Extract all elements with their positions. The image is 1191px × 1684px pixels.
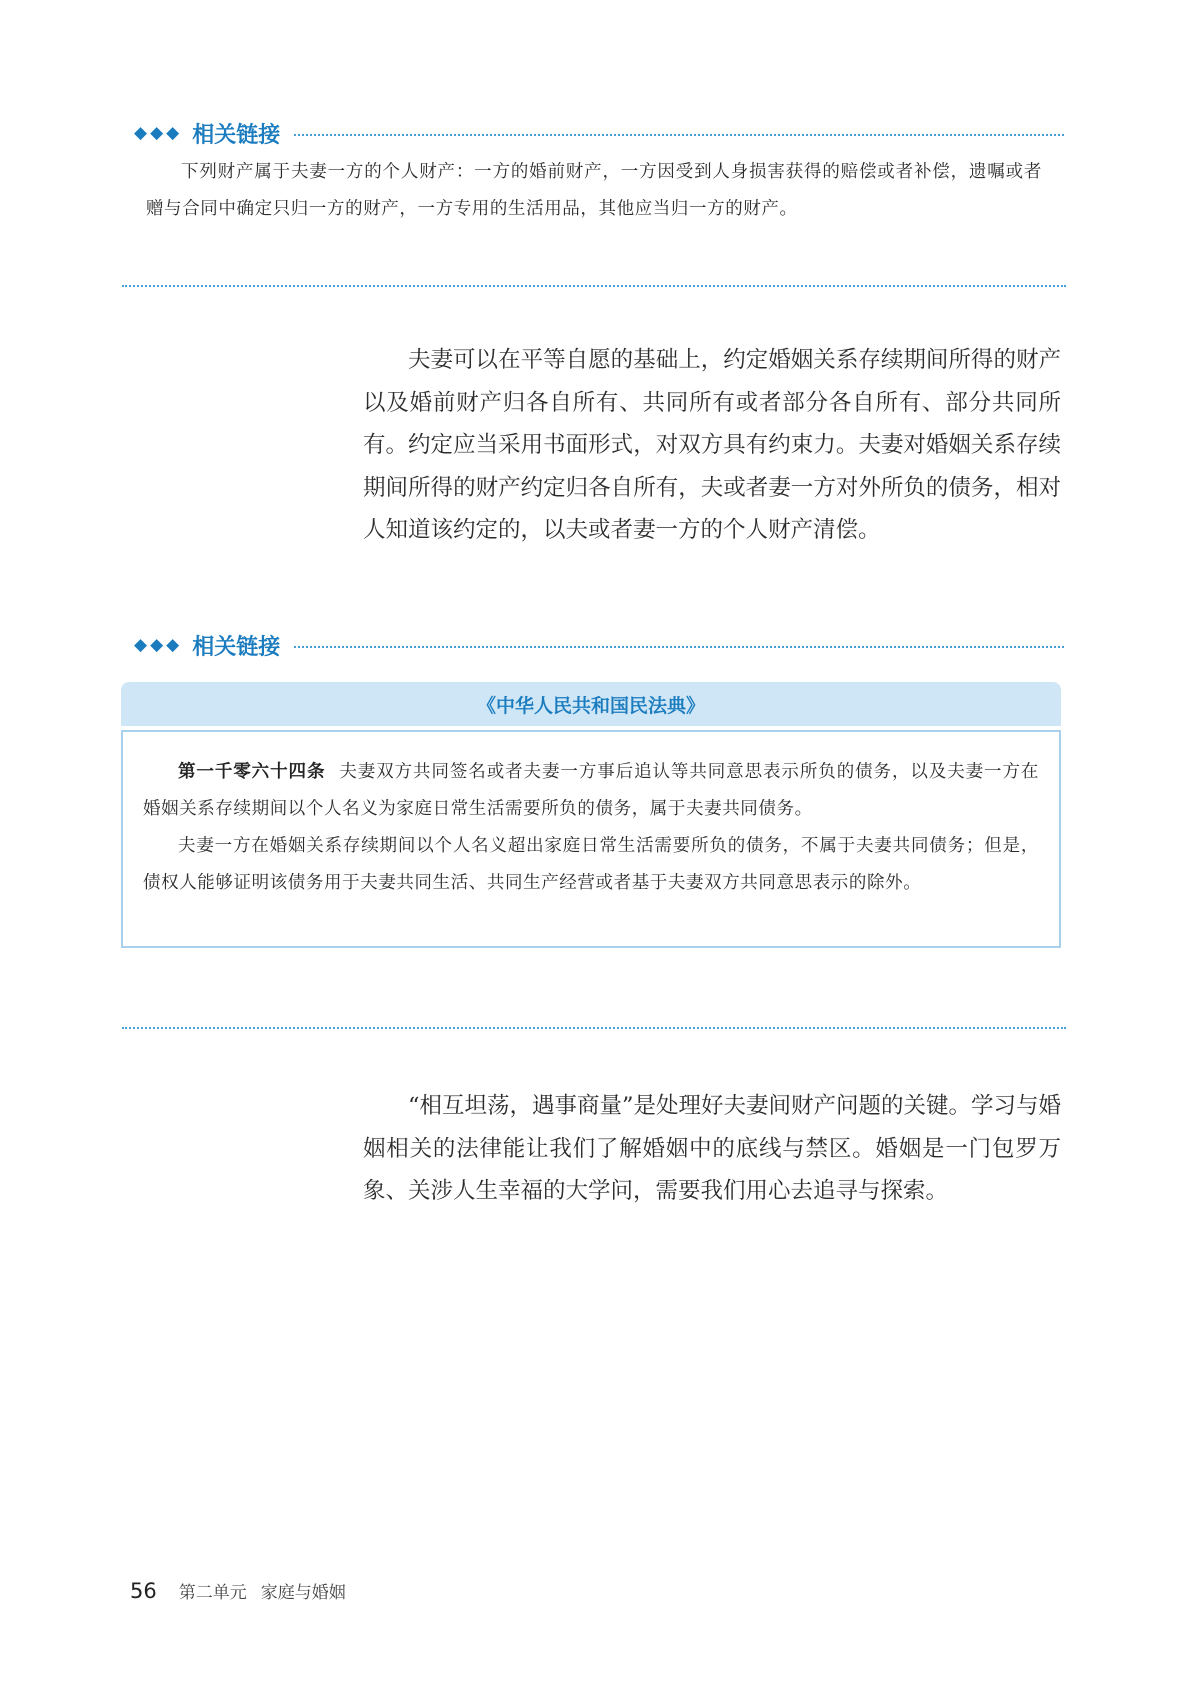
unit-label: 第二单元 [178, 1583, 247, 1603]
body-paragraph-2: “相互坦荡，遇事商量”是处理好夫妻间财产问题的关键。学习与婚姻相关的法律能让我们了解婚姻中的底线与禁区。婚姻是一门包罗万象、关涉人生幸福的大学问，需要我们用心去追寻与探索。 [363, 1093, 1062, 1204]
related-link-heading-2 [134, 630, 1064, 660]
section-title: 相关链接 [192, 634, 281, 660]
body-paragraph-1: 夫妻可以在平等自愿的基础上，约定婚姻关系存续期间所得的财产以及婚前财产归各自所有、共同所有或者部分各自所有、部分共同所有。约定应当采用书面形式，对双方具有约束力。夫妻对婚姻关系存续期间所得的财产约定归各自所有，夫或者妻一方对外所负的债务，相对人知道该约定的，以夫或者妻一方的个人财产清偿。 [363, 347, 1061, 543]
article-number: 第一千零六十四条 [178, 762, 326, 782]
page-number: 56 [130, 1579, 157, 1603]
article-text-1: 夫妻双方共同签名或者夫妻一方事后追认等共同意思表示所负的债务，以及夫妻一方在婚姻关系存续期间以个人名义为家庭日常生活需要所负的债务，属于夫妻共同债务。 [143, 762, 1039, 819]
law-title: 《中华人民共和国民法典》 [476, 694, 705, 717]
article-paragraph-1 [143, 754, 1039, 828]
section-title: 相关链接 [192, 122, 281, 148]
unit-title: 家庭与婚姻 [260, 1583, 346, 1603]
page-footer [130, 1578, 346, 1603]
dotted-rule [294, 646, 1064, 648]
diamond-bullets-icon: ◆◆◆ [134, 123, 183, 143]
related-link-text-1: 下列财产属于夫妻一方的个人财产：一方的婚前财产，一方因受到人身损害获得的赔偿或者补偿，遗嘱或者赠与合同中确定只归一方的财产，一方专用的生活用品，其他应当归一方的财产。 [146, 162, 1042, 219]
law-body [121, 730, 1061, 948]
dotted-rule [294, 134, 1064, 136]
law-title-bar [121, 682, 1061, 726]
law-excerpt-box [121, 682, 1061, 948]
diamond-bullets-icon: ◆◆◆ [134, 635, 183, 655]
dotted-divider [122, 285, 1066, 287]
related-link-heading-1 [134, 118, 1064, 148]
dotted-divider [122, 1027, 1066, 1029]
article-paragraph-2: 夫妻一方在婚姻关系存续期间以个人名义超出家庭日常生活需要所负的债务，不属于夫妻共同债务；但是，债权人能够证明该债务用于夫妻共同生活、共同生产经营或者基于夫妻双方共同意思表示的除外。 [143, 836, 1039, 893]
